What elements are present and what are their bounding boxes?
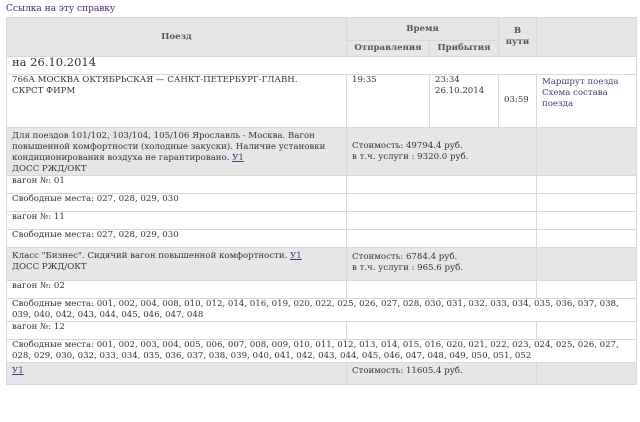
service-class-link[interactable]: У1 (290, 251, 302, 261)
seats-row (7, 230, 637, 248)
class-row (7, 363, 637, 385)
header-train: Поезд (7, 18, 347, 57)
arrival-date: 26.10.2014 (435, 86, 485, 96)
car-number: вагон №: 01 (7, 176, 347, 194)
car-empty (347, 322, 537, 340)
date-row (7, 57, 637, 75)
class-desc-line: повышенной комфортности (холодные закуски). Наличие установки (12, 142, 326, 152)
car-empty (537, 176, 637, 194)
price: Стоимость: 11605.4 руб. (352, 366, 463, 376)
class-empty (537, 248, 637, 281)
train-duration: 03:59 (499, 75, 537, 128)
car-number: вагон №: 11 (7, 212, 347, 230)
car-empty (347, 176, 537, 194)
car-empty (537, 281, 637, 299)
class-desc-line: Для поездов 101/102, 103/104, 105/106 Ярославль - Москва. Вагон (12, 131, 315, 141)
seats-row (7, 299, 637, 322)
car-row (7, 322, 637, 340)
car-seats: Свободные места: 027, 028, 029, 030 (7, 194, 347, 212)
arrival-time: 23:34 (435, 75, 460, 85)
train-info (7, 75, 347, 128)
train-name: 766А МОСКВА ОКТЯБРЬСКАЯ — САНКТ-ПЕТЕРБУРГ-ГЛАВН. (12, 75, 298, 85)
class-description (7, 128, 347, 176)
class-price (347, 128, 537, 176)
service-fee: в т.ч. услуги : 965.6 руб. (352, 263, 463, 273)
permalink-link[interactable]: Ссылка на эту справку (6, 4, 116, 14)
class-desc-line: кондиционирования воздуха не гарантировано. (12, 153, 230, 163)
car-empty (347, 230, 537, 248)
seats-line: 039, 040, 042, 043, 044, 045, 046, 047, 048 (12, 310, 204, 320)
train-arrival (430, 75, 499, 128)
header-time: Время (347, 18, 499, 41)
class-empty (537, 363, 637, 385)
car-seats: Свободные места: 027, 028, 029, 030 (7, 230, 347, 248)
header-in-transit-line1: В (513, 26, 522, 36)
train-type: СКРСТ ФИРМ (12, 86, 76, 96)
train-row (7, 75, 637, 128)
class-description (7, 248, 347, 281)
class-row (7, 248, 637, 281)
car-seats (7, 299, 637, 322)
date-label: на 26.10.2014 (7, 57, 637, 75)
header-in-transit (499, 18, 537, 57)
seats-row (7, 194, 637, 212)
class-price (347, 363, 537, 385)
carrier: ДОСС РЖД/ОКТ (12, 262, 87, 272)
car-row (7, 212, 637, 230)
schedule-table (6, 17, 637, 385)
car-number: вагон №: 12 (7, 322, 347, 340)
route-link[interactable]: Маршрут поезда (542, 77, 619, 87)
header-in-transit-line2: пути (505, 37, 530, 47)
seats-line: Свободные места: 001, 002, 004, 008, 010, 012, 014, 016, 019, 020, 022, 025, 026, 027, 028, 030, 031, 032, 033, 034, 035, 036, 037, 038, (12, 299, 619, 309)
scheme-link-line2: поезда (542, 99, 574, 109)
seats-line: Свободные места: 001, 002, 003, 004, 005, 006, 007, 008, 009, 010, 011, 012, 013, 014, 015, 016, 020, 021, 022, 023, 024, 025, 026, 027, (12, 340, 619, 350)
train-departure: 19:35 (347, 75, 430, 128)
car-empty (537, 212, 637, 230)
scheme-link[interactable] (542, 88, 608, 109)
header-empty (537, 18, 637, 57)
car-empty (537, 230, 637, 248)
price: Стоимость: 6784.4 руб. (352, 252, 458, 262)
carrier: ДОСС РЖД/ОКТ (12, 164, 87, 174)
class-description (7, 363, 347, 385)
class-empty (537, 128, 637, 176)
price: Стоимость: 49794.4 руб. (352, 141, 463, 151)
car-number: вагон №: 02 (7, 281, 347, 299)
header-row (7, 18, 637, 41)
car-empty (347, 194, 537, 212)
service-fee: в т.ч. услуги : 9320.0 руб. (352, 152, 469, 162)
seats-line: 028, 029, 030, 032, 033, 034, 035, 036, 037, 038, 039, 040, 041, 042, 043, 044, 045, 046, 047, 048, 049, 050, 051, 052 (12, 351, 532, 361)
car-empty (537, 322, 637, 340)
car-seats (7, 340, 637, 363)
car-empty (347, 281, 537, 299)
service-class-link[interactable]: У1 (232, 153, 244, 163)
scheme-link-line1: Схема состава (542, 88, 608, 98)
seats-row (7, 340, 637, 363)
class-row (7, 128, 637, 176)
train-links (537, 75, 637, 128)
car-row (7, 281, 637, 299)
car-row (7, 176, 637, 194)
service-class-link[interactable]: У1 (12, 366, 24, 376)
header-arrival: Прибытия (430, 41, 499, 57)
class-price (347, 248, 537, 281)
car-empty (537, 194, 637, 212)
car-empty (347, 212, 537, 230)
header-departure: Отправления (347, 41, 430, 57)
class-desc-line: Класс "Бизнес". Сидячий вагон повышенной комфортности. (12, 251, 288, 261)
